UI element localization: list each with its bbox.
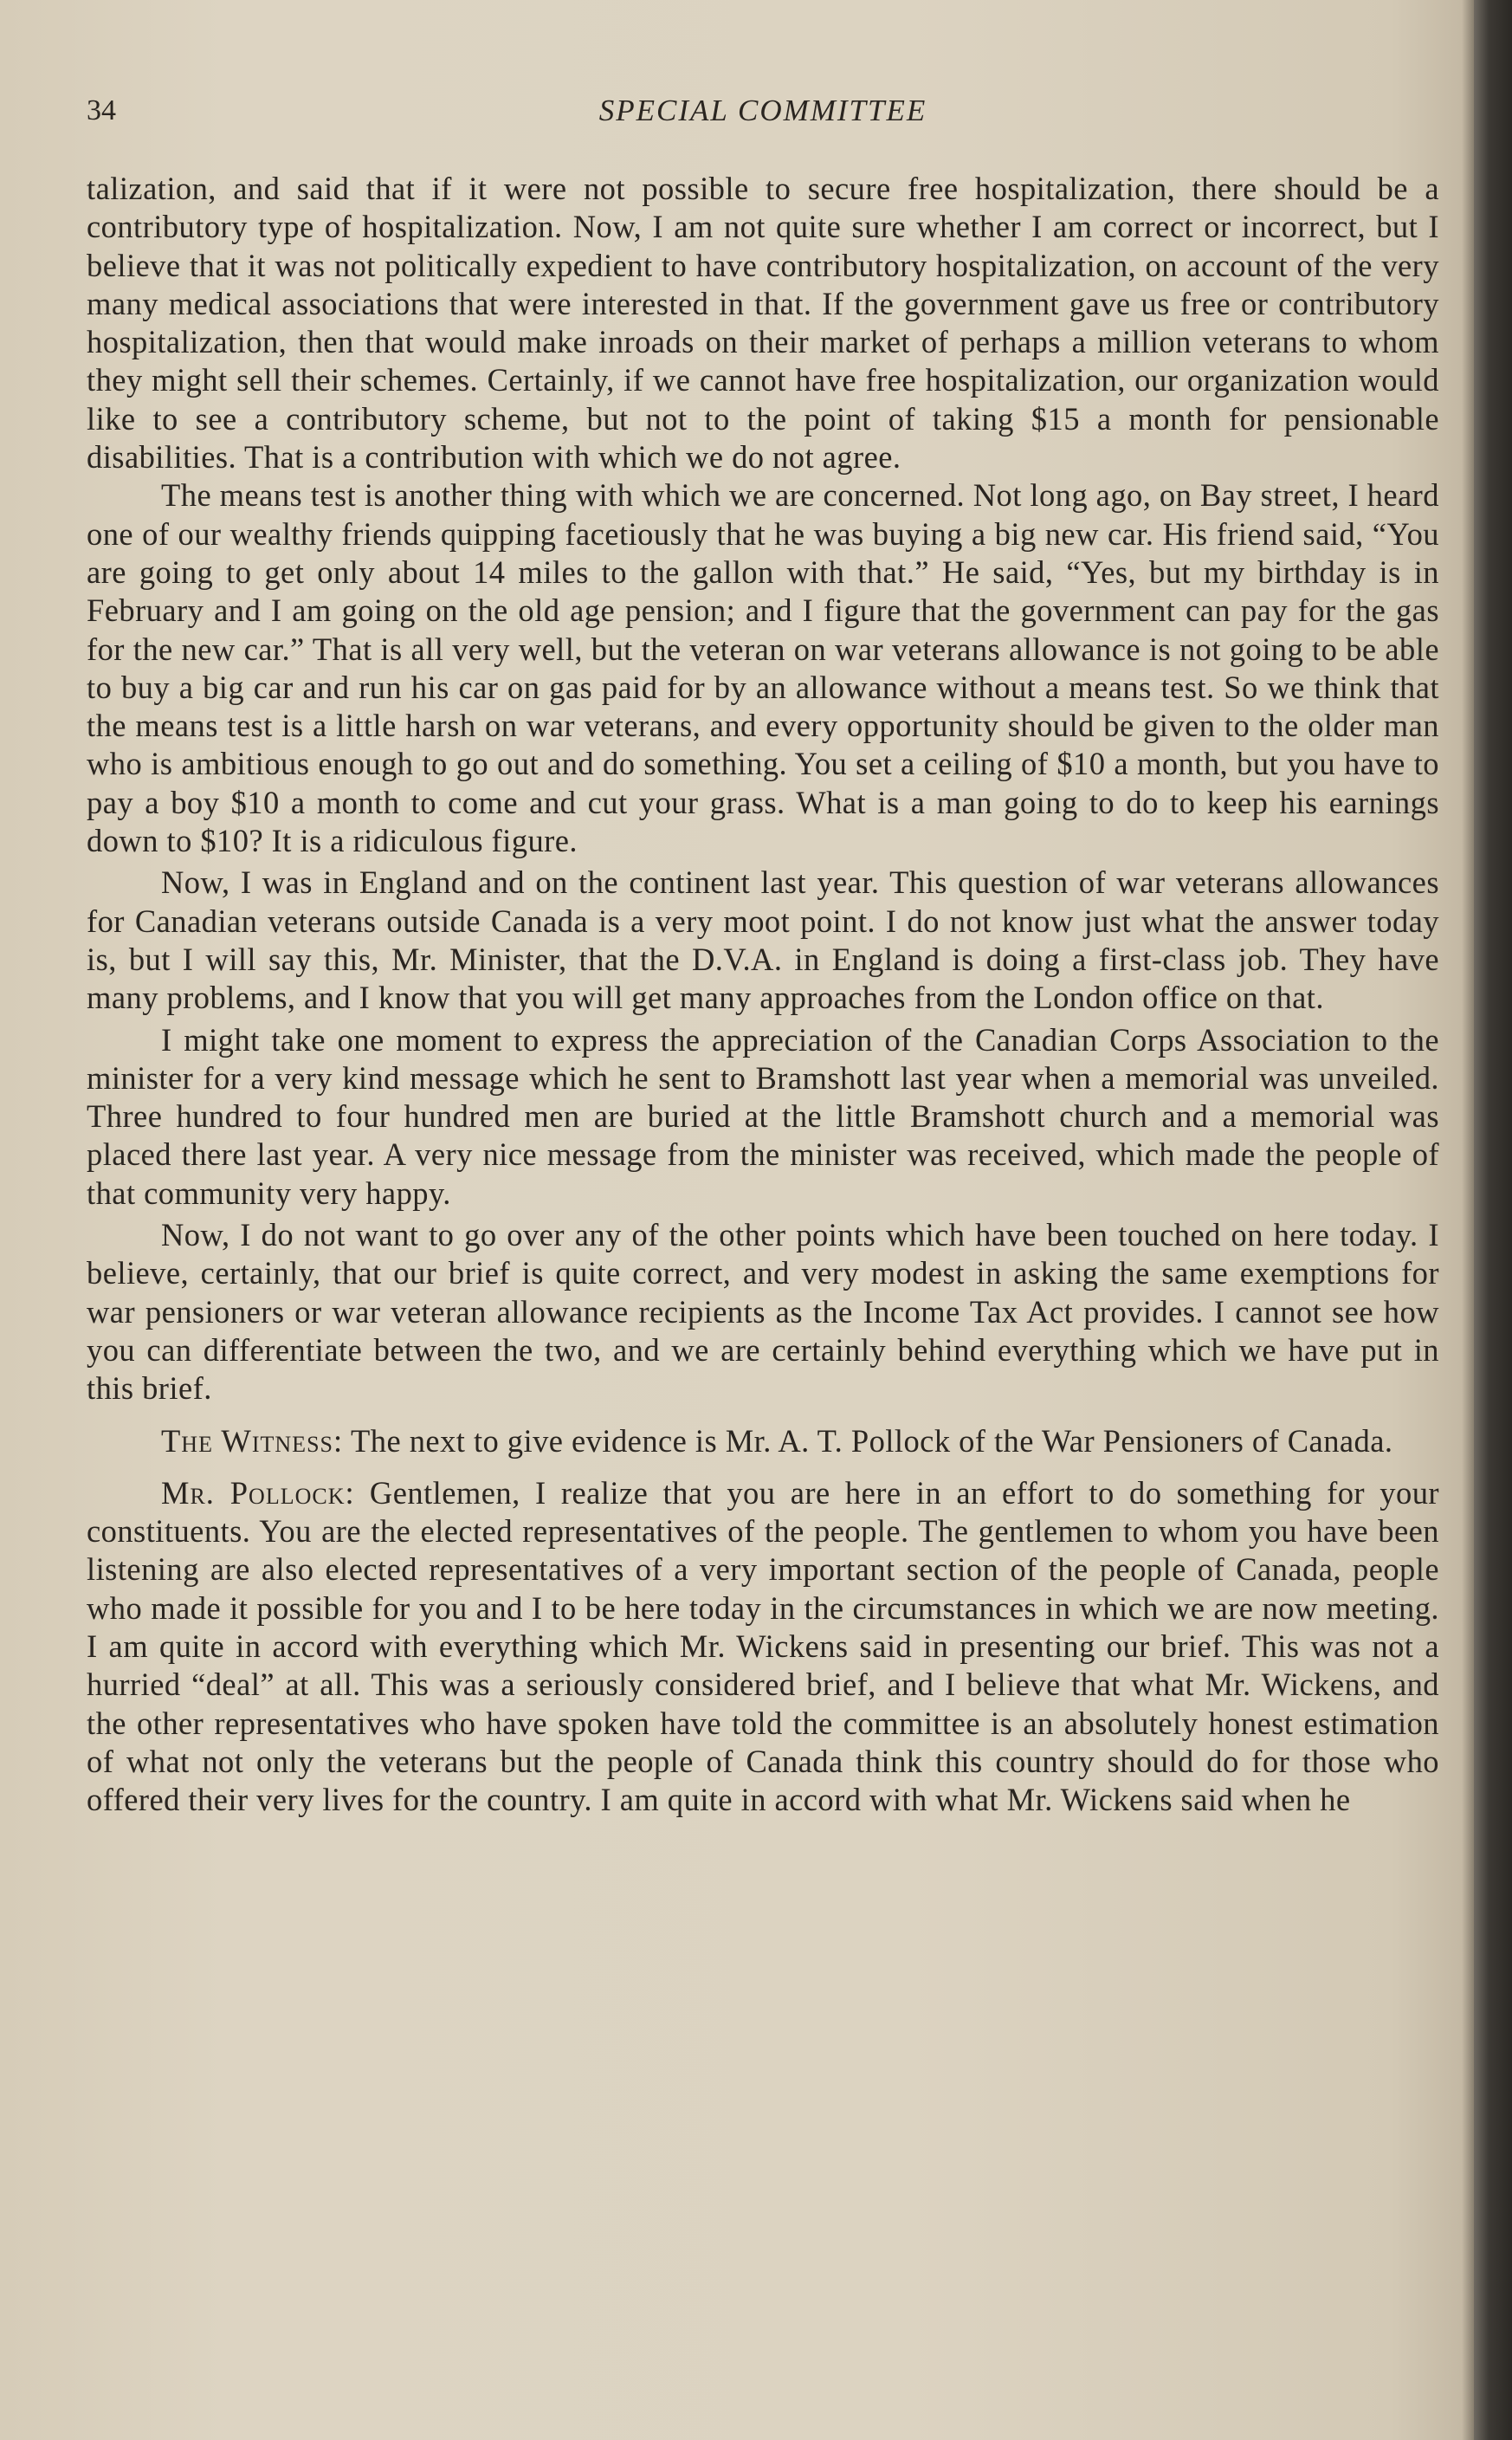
speaker-paragraph — [87, 1474, 1439, 1820]
speaker-label: Mr. Pollock: — [161, 1474, 355, 1511]
speaker-text: Gentlemen, I realize that you are here in an effort to do something for your constituents. You are the elected representatives of the people. The gentlemen to whom you have been listening are also elected representatives of a very important section of the people of Canada, people who made it possible for you and I to be here today in the circumstances in which we are now meeting. I am quite in accord with everything which Mr. Wickens said in presenting our brief. This was not a hurried “deal” at all. This was a seriously considered brief, and I believe that what Mr. Wickens, and the other representatives who have spoken have told the committee is an absolutely honest estimation of what not only the veterans but the people of Canada think this country should do for those who offered their very lives for the country. I am quite in accord with what Mr. Wickens said when he — [87, 1474, 1439, 1818]
page-header — [87, 90, 1439, 132]
paragraph: talization, and said that if it were not possible to secure free hospitalization, there should be a contributory type of hospitalization. Now, I am not quite sure whether I am correct or incorrect, but I believe that it was not politically expedient to have contributory hospitalization, on account of the very many medical associations that were interested in that. If the government gave us free or contributory hospitalization, then that would make inroads on their market of perhaps a million veterans to whom they might sell their schemes. Certainly, if we cannot have free hospitalization, our organization would like to see a contributory scheme, but not to the point of taking $15 a month for pensionable disabilities. That is a contribution with which we do not agree. — [87, 171, 1439, 476]
paragraph: I might take one moment to express the appreciation of the Canadian Corps Association to the minister for a very kind message which he sent to Bramshott last year when a memorial was unveiled. Three hundred to four hundred men are buried at the little Bramshott church and a memorial was placed there last year. A very nice message from the minister was received, which made the people of that community very happy. — [87, 1021, 1439, 1211]
paragraph: The means test is another thing with which we are concerned. Not long ago, on Bay street, I heard one of our wealthy friends quipping facetiously that he was buying a big new car. His friend said, “You are going to get only about 14 miles to the gallon with that.” He said, “Yes, but my birthday is in February and I am going on the old age pension; and I figure that the government can pay for the gas for the new car.” That is all very well, but the veteran on war veterans allowance is not going to be able to buy a big car and run his car on gas paid for by an allowance without a means test. So we think that the means test is a little harsh on war veterans, and every opportunity should be given to the older man who is ambitious enough to go out and do something. You set a ceiling of $10 a month, but you have to pay a boy $10 a month to come and cut your grass. What is a man going to do to keep his earnings down to $10? It is a ridiculous figure. — [87, 477, 1439, 859]
body-text — [87, 170, 1439, 1819]
speaker-text: The next to give evidence is Mr. A. T. Pollock of the War Pensioners of Canada. — [343, 1422, 1393, 1459]
paragraph: Now, I was in England and on the continent last year. This question of war veterans allowances for Canadian veterans outside Canada is a very moot point. I do not know just what the answer today is, but I will say this, Mr. Minister, that the D.V.A. in England is doing a first-class job. They have many problems, and I know that you will get many approaches from the London office on that. — [87, 864, 1439, 1016]
speaker-label: The Witness: — [161, 1422, 344, 1459]
speaker-paragraph — [87, 1422, 1439, 1460]
paragraph: Now, I do not want to go over any of the other points which have been touched on here today. I believe, certainly, that our brief is quite correct, and very modest in asking the same exemptions for war pensioners or war veteran allowance recipients as the Income Tax Act provides. I cannot see how you can differentiate between the two, and we are certainly behind everything which we have put in this brief. — [87, 1217, 1439, 1407]
page-shadow — [1462, 0, 1474, 2440]
book-spine — [1474, 0, 1512, 2440]
running-head: SPECIAL COMMITTEE — [598, 94, 927, 127]
page-number: 34 — [87, 94, 116, 126]
